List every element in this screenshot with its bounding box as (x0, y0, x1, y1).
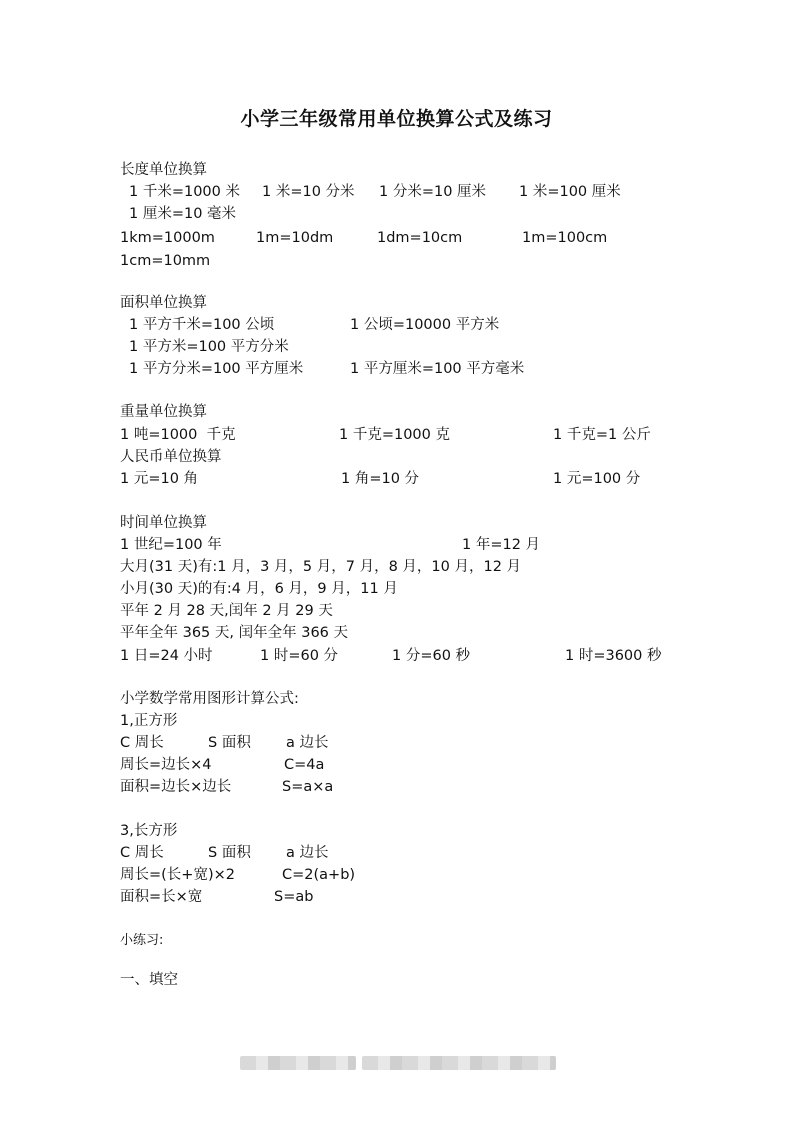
square-area-formula: S=a×a (282, 779, 334, 795)
length-en-1: 1km=1000m (120, 230, 215, 246)
length-cn-2: 1 米=10 分米 (262, 184, 355, 200)
rectangle-perimeter-text: 周长=(长+宽)×2 (120, 867, 235, 883)
square-legend-c: C 周长 (120, 735, 164, 751)
time-small-month: 小月(30 天)的有:4 月，6 月，9 月，11 月 (120, 581, 398, 597)
weight-item-3: 1 千克=1 公斤 (553, 427, 651, 443)
practice-heading: 小练习: (120, 933, 164, 948)
money-item-3: 1 元=100 分 (553, 471, 641, 487)
blurred-footer-left (240, 1056, 356, 1070)
area-item-3: 1 平方米=100 平方分米 (129, 339, 289, 355)
square-name: 1,正方形 (120, 713, 178, 729)
area-item-1: 1 平方千米=100 公顷 (129, 317, 275, 333)
rectangle-perimeter-formula: C=2(a+b) (282, 867, 356, 883)
time-unit-1: 1 日=24 小时 (120, 648, 213, 664)
area-item-4: 1 平方分米=100 平方厘米 (129, 361, 304, 377)
time-century: 1 世纪=100 年 (120, 537, 222, 553)
length-heading: 长度单位换算 (120, 162, 207, 178)
area-heading: 面积单位换算 (120, 295, 207, 311)
weight-heading: 重量单位换算 (120, 404, 207, 420)
rectangle-name: 3,长方形 (120, 823, 178, 839)
square-perimeter-text: 周长=边长×4 (120, 757, 212, 773)
length-cn-5: 1 厘米=10 毫米 (129, 206, 237, 222)
length-cn-1: 1 千米=1000 米 (129, 184, 240, 200)
page-title: 小学三年级常用单位换算公式及练习 (240, 108, 553, 130)
shapes-heading: 小学数学常用图形计算公式: (120, 691, 299, 707)
time-unit-3: 1 分=60 秒 (392, 648, 471, 664)
rectangle-legend-a: a 边长 (286, 845, 329, 861)
length-en-5: 1cm=10mm (120, 253, 211, 269)
blurred-footer-right (362, 1056, 556, 1070)
area-item-5: 1 平方厘米=100 平方毫米 (350, 361, 525, 377)
weight-item-1: 1 吨=1000 千克 (120, 427, 236, 443)
rectangle-area-text: 面积=长×宽 (120, 889, 203, 905)
length-cn-3: 1 分米=10 厘米 (379, 184, 487, 200)
time-february: 平年 2 月 28 天,闰年 2 月 29 天 (120, 603, 333, 619)
length-cn-4: 1 米=100 厘米 (519, 184, 621, 200)
money-item-1: 1 元=10 角 (120, 471, 199, 487)
rectangle-legend-c: C 周长 (120, 845, 164, 861)
area-item-2: 1 公顷=10000 平方米 (350, 317, 500, 333)
square-legend-s: S 面积 (208, 735, 251, 751)
square-area-text: 面积=边长×边长 (120, 779, 232, 795)
square-legend-a: a 边长 (286, 735, 329, 751)
length-en-2: 1m=10dm (256, 230, 334, 246)
time-year-days: 平年全年 365 天, 闰年全年 366 天 (120, 625, 349, 641)
rectangle-area-formula: S=ab (274, 889, 314, 905)
length-en-4: 1m=100cm (522, 230, 608, 246)
time-unit-4: 1 时=3600 秒 (565, 648, 662, 664)
time-year: 1 年=12 月 (462, 537, 541, 553)
time-heading: 时间单位换算 (120, 515, 207, 531)
time-unit-2: 1 时=60 分 (260, 648, 339, 664)
practice-fill-heading: 一、填空 (120, 972, 178, 988)
weight-item-2: 1 千克=1000 克 (339, 427, 450, 443)
money-heading: 人民币单位换算 (120, 449, 222, 465)
length-en-3: 1dm=10cm (377, 230, 463, 246)
square-perimeter-formula: C=4a (284, 757, 325, 773)
rectangle-legend-s: S 面积 (208, 845, 251, 861)
time-big-month: 大月(31 天)有:1 月，3 月，5 月，7 月，8 月，10 月，12 月 (120, 559, 522, 575)
money-item-2: 1 角=10 分 (341, 471, 420, 487)
